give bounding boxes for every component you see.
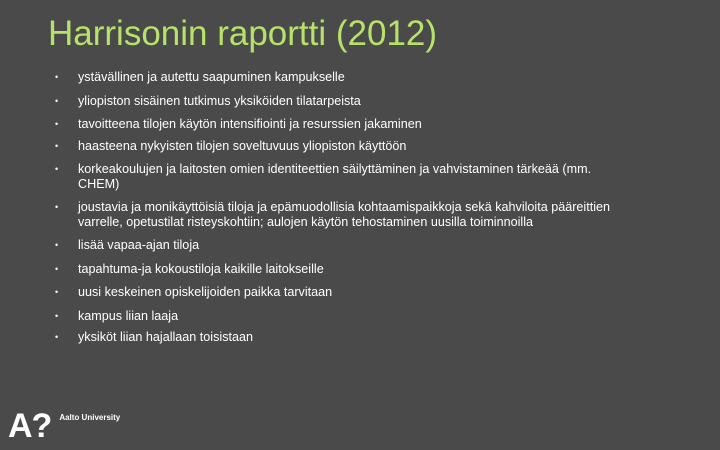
bullet-text: yliopiston sisäinen tutkimus yksiköiden tilatarpeista bbox=[78, 93, 361, 108]
bullet-text: yksiköt liian hajallaan toisistaan bbox=[78, 330, 254, 344]
list-item bbox=[55, 262, 615, 277]
bullet-icon: • bbox=[55, 202, 59, 212]
list-item bbox=[55, 94, 615, 109]
bullet-text: tavoitteena tilojen käytön intensifiointi ja resurssien jakaminen bbox=[78, 117, 422, 131]
bullet-icon: • bbox=[55, 332, 59, 342]
bullet-list bbox=[55, 70, 615, 345]
bullet-icon: • bbox=[55, 310, 59, 321]
aalto-logo-mark: A? bbox=[8, 407, 52, 445]
bullet-icon: • bbox=[55, 263, 59, 274]
list-item bbox=[55, 70, 615, 85]
bullet-icon: • bbox=[55, 240, 59, 250]
bullet-icon: • bbox=[55, 140, 59, 151]
bullet-icon: • bbox=[55, 72, 59, 82]
bullet-text: tapahtuma-ja kokoustiloja kaikille laitokseille bbox=[78, 261, 324, 276]
list-item bbox=[55, 309, 615, 324]
bullet-icon: • bbox=[55, 95, 59, 106]
aalto-logo bbox=[8, 409, 120, 443]
list-item bbox=[55, 238, 615, 253]
bullet-text: joustavia ja monikäyttöisiä tiloja ja epämuodollisia kohtaamispaikkoja sekä kahviloita pääreittien varrelle, opetustilat risteyskohtiin; aulojen käytön tehostaminen uusilla toiminnoilla bbox=[78, 200, 611, 229]
bullet-text: uusi keskeinen opiskelijoiden paikka tarvitaan bbox=[78, 285, 333, 299]
bullet-text: kampus liian laaja bbox=[78, 308, 179, 323]
bullet-text: korkeakoulujen ja laitosten omien identiteettien säilyttäminen ja vahvistaminen tärkeää (mm. CHEM) bbox=[78, 162, 592, 191]
list-item bbox=[55, 200, 615, 229]
bullet-text: ystävällinen ja autettu saapuminen kampukselle bbox=[78, 70, 345, 84]
list-item bbox=[55, 285, 615, 300]
aalto-logo-text: Aalto University bbox=[59, 413, 121, 422]
bullet-text: haasteena nykyisten tilojen soveltuvuus yliopiston käyttöön bbox=[78, 138, 407, 153]
list-item bbox=[55, 330, 615, 345]
list-item bbox=[55, 117, 615, 132]
list-item bbox=[55, 139, 615, 154]
bullet-icon: • bbox=[55, 164, 59, 174]
bullet-text: lisää vapaa-ajan tiloja bbox=[78, 238, 200, 252]
bullet-icon: • bbox=[55, 119, 59, 129]
bullet-icon: • bbox=[55, 287, 59, 297]
list-item bbox=[55, 162, 615, 191]
slide-title: Harrisonin raportti (2012) bbox=[48, 14, 438, 53]
